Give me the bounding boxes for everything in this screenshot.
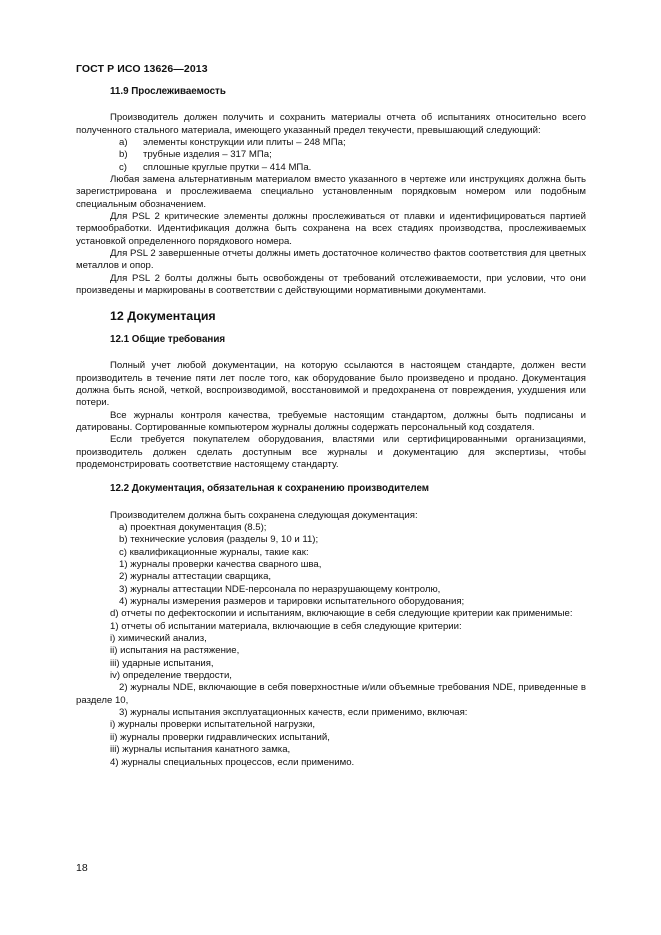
- list-item: a) проектная документация (8.5);: [119, 521, 267, 533]
- page-content: [76, 86, 586, 769]
- paragraph: 2) журналы NDE, включающие в себя поверхностные и/или объемные требования NDE, приведенные в разделе 10,: [76, 682, 586, 706]
- list-item: b) трубные изделия – 317 МПа;: [119, 149, 272, 161]
- list-item: iii) ударные испытания,: [110, 657, 214, 669]
- list-item: a) элементы конструкции или плиты – 248 МПа;: [119, 137, 346, 149]
- paragraph: Производитель должен получить и сохранить материалы отчета об испытаниях относительно всего полученного стального материала, имеющего указанный предел текучести, превышающий следующий:: [76, 112, 586, 136]
- section-12-2-title: 12.2 Документация, обязательная к сохранению производителем: [110, 483, 430, 495]
- list-item: 3) журналы испытания эксплуатационных качеств, если применимо, включая:: [119, 707, 468, 719]
- paragraph: d) отчеты по дефектоскопии и испытаниям, включающие в себя следующие критерии как применимые:: [110, 608, 573, 620]
- list-item: b) технические условия (разделы 9, 10 и 11);: [119, 534, 319, 546]
- section-12-1-title: 12.1 Общие требования: [110, 333, 226, 345]
- page-number: 18: [76, 862, 88, 874]
- list-item: i) химический анализ,: [110, 633, 207, 645]
- list-item: 4) журналы измерения размеров и тарировки испытательного оборудования;: [119, 596, 465, 608]
- list-item: 3) журналы аттестации NDE-персонала по неразрушающему контролю,: [119, 583, 441, 595]
- list-item: 1) журналы проверки качества сварного шва,: [119, 559, 322, 570]
- paragraph: Полный учет любой документации, на которую ссылаются в настоящем стандарте, должен вести производитель в течение пяти лет после того, как оборудование было произведено и продано. Документация должна быть ясной, четкой, воспроизводимой, восстановимой и предохранена от повреждения, ухудшения или потери.: [76, 360, 586, 409]
- running-header: ГОСТ Р ИСО 13626—2013: [76, 63, 208, 75]
- list-item: ii) испытания на растяжение,: [110, 645, 240, 657]
- paragraph: Для PSL 2 болты должны быть освобождены от требований отслеживаемости, при условии, что они произведены и маркированы в соответствии с действующими нормативными документами.: [76, 272, 586, 297]
- list-item: iv) определение твердости,: [110, 670, 232, 682]
- list-item: i) журналы проверки испытательной нагрузки,: [110, 719, 316, 731]
- list-item: 1) отчеты об испытании материала, включающие в себя следующие критерии:: [110, 620, 462, 632]
- list-item: iii) журналы испытания канатного замка,: [110, 744, 291, 756]
- paragraph: Если требуется покупателем оборудования, властями или сертифицированными организациями, производитель должен сделать доступным все журналы и документацию для экспертизы, чтобы продемонстрировать соответствие настоящему стандарту.: [76, 434, 586, 470]
- paragraph: Производителем должна быть сохранена следующая документация:: [110, 509, 418, 521]
- list-item: ii) журналы проверки гидравлических испытаний,: [110, 731, 330, 743]
- list-item: c) сплошные круглые прутки – 414 МПа.: [119, 161, 312, 173]
- list-item: c) квалификационные журналы, такие как:: [119, 546, 309, 558]
- section-12-title: 12 Документация: [110, 308, 216, 323]
- section-11-9-title: 11.9 Прослеживаемость: [110, 86, 226, 97]
- paragraph: Для PSL 2 критические элементы должны прослеживаться от плавки и идентифицироваться партией термообработки. Идентификация должна быть сохранена на всех стадиях производства, прослеживаемых установкой определенного порядкового номера.: [76, 211, 586, 247]
- paragraph: Любая замена альтернативным материалом вместо указанного в чертеже или инструкциях должна быть зарегистрирована и прослеживаема специально установленным порядковым номером или подобным специальным обозначением.: [76, 174, 586, 210]
- paragraph: Все журналы контроля качества, требуемые настоящим стандартом, должны быть подписаны и датированы. Сортированные компьютером журналы должны содержать персональный код создателя.: [76, 409, 586, 433]
- paragraph: Для PSL 2 завершенные отчеты должны иметь достаточное количество фактов соответствия для цветных металлов и опор.: [76, 248, 586, 272]
- list-item: 4) журналы специальных процессов, если применимо.: [110, 756, 355, 768]
- list-item: 2) журналы аттестации сварщика,: [119, 571, 272, 583]
